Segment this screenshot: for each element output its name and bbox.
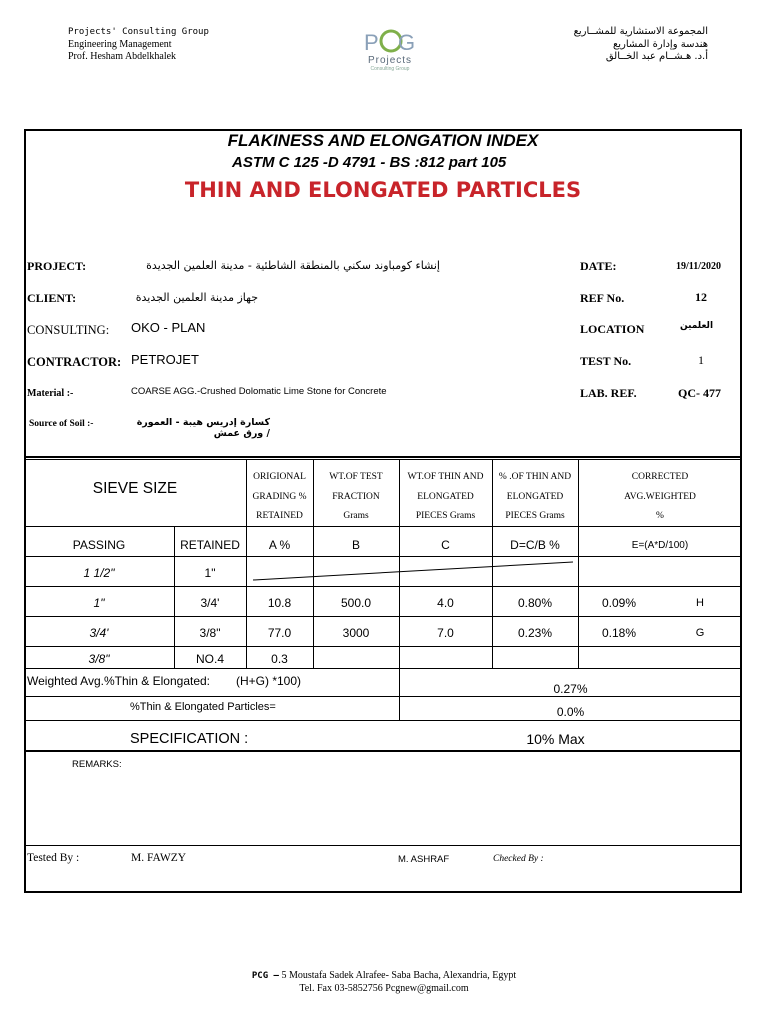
subtitle: THIN AND ELONGATED PARTICLES xyxy=(184,178,582,202)
a-symbol: A % xyxy=(268,538,291,552)
col-b-header: WT.OF TEST FRACTION Grams xyxy=(329,472,383,521)
header-left xyxy=(68,26,209,64)
lab-ref-value: QC- 477 xyxy=(678,386,721,400)
department-ar: هندسة وإدارة المشاريع xyxy=(612,38,708,50)
thin-elongated-label: %Thin & Elongated Particles= xyxy=(130,701,276,713)
contractor-value: PETROJET xyxy=(131,352,199,367)
col-c-header: WT.OF THIN AND ELONGATED PIECES Grams xyxy=(407,472,484,521)
standard-title: ASTM C 125 -D 4791 - BS :812 part 105 xyxy=(232,154,507,171)
footer-brand: PCG – xyxy=(251,971,279,981)
consulting-value: OKO - PLAN xyxy=(131,320,206,335)
department-en: Engineering Management xyxy=(68,38,172,50)
date-value: 19/11/2020 xyxy=(676,261,722,272)
svg-text:P: P xyxy=(364,30,379,55)
thin-elongated-value: 0.0% xyxy=(556,705,585,719)
checked-by-label: Checked By : xyxy=(493,854,544,864)
footer-address xyxy=(0,970,768,981)
c-symbol: C xyxy=(441,538,450,552)
remarks-label: REMARKS: xyxy=(72,759,122,770)
weighted-formula: (H+G) *100) xyxy=(236,674,302,688)
specification-value: 10% Max xyxy=(526,731,585,747)
specification-label: SPECIFICATION : xyxy=(130,731,249,747)
consulting-label: CONSULTING: xyxy=(27,323,110,337)
date-label: DATE: xyxy=(580,259,617,273)
person-ar: أ.د. هـشــام عبد الخــالق xyxy=(605,51,708,62)
source-label: Source of Soil :- xyxy=(29,419,94,429)
passing-header: PASSING xyxy=(72,538,126,552)
company-name-ar: المجموعة الاستشارية للمشــاريع xyxy=(573,26,708,37)
logo-subtext: Consulting Group xyxy=(370,66,410,72)
test-value: 1 xyxy=(698,353,704,367)
tested-by-label: Tested By : xyxy=(27,852,80,864)
lab-ref-label: LAB. REF. xyxy=(580,386,637,400)
material-value: COARSE AGG.-Crushed Dolomatic Lime Stone for Concrete xyxy=(131,386,387,397)
tested-by-value: M. FAWZY xyxy=(131,852,187,864)
company-name-en: Projects' Consulting Group xyxy=(68,27,209,37)
e-symbol: E=(A*D/100) xyxy=(631,540,689,551)
person-en: Prof. Hesham Abdelkhalek xyxy=(68,51,177,62)
col-d-header: % .OF THIN AND ELONGATED PIECES Grams xyxy=(498,472,572,521)
header-right xyxy=(574,26,708,64)
logo-text: Projects xyxy=(367,55,413,66)
ref-value: 12 xyxy=(695,290,707,304)
test-label: TEST No. xyxy=(580,354,632,368)
retained-header: RETAINED xyxy=(180,538,240,552)
ref-label: REF No. xyxy=(580,291,625,305)
client-value: جهاز مدينة العلمين الجديدة xyxy=(135,291,258,304)
footer-contact: Tel. Fax 03-5852756 Pcgnew@gmail.com xyxy=(299,983,469,994)
d-symbol: D=C/B % xyxy=(510,538,560,552)
col-e-header: CORRECTED AVG.WEIGHTED % xyxy=(624,472,696,521)
project-value: إنشاء كومباوند سكني بالمنطقة الشاطئية - مدينة العلمين الجديدة xyxy=(146,259,440,272)
weighted-label: Weighted Avg.%Thin & Elongated: xyxy=(27,674,211,688)
contractor-label: CONTRACTOR: xyxy=(27,355,122,369)
svg-text:G: G xyxy=(398,30,416,55)
project-label: PROJECT: xyxy=(27,259,87,273)
weighted-value: 0.27% xyxy=(553,682,588,696)
client-label: CLIENT: xyxy=(27,291,77,305)
sieve-size-header: SIEVE SIZE xyxy=(92,480,178,497)
main-title: FLAKINESS AND ELONGATION INDEX xyxy=(227,131,539,150)
footer-address-text: 5 Moustafa Sadek Alrafee- Saba Bacha, Alexandria, Egypt xyxy=(281,970,517,981)
source-value: كسارة إدريس هيبة - العمورة / ورق عمش xyxy=(136,417,270,439)
checked-by-value: M. ASHRAF xyxy=(398,854,450,865)
location-value: العلمين xyxy=(680,321,714,331)
col-a-header: ORIGIONAL GRADING % RETAINED xyxy=(252,472,307,521)
diagonal-strike xyxy=(253,560,573,582)
material-label: Material :- xyxy=(27,388,74,399)
location-label: LOCATION xyxy=(580,322,645,336)
b-symbol: B xyxy=(351,538,360,552)
